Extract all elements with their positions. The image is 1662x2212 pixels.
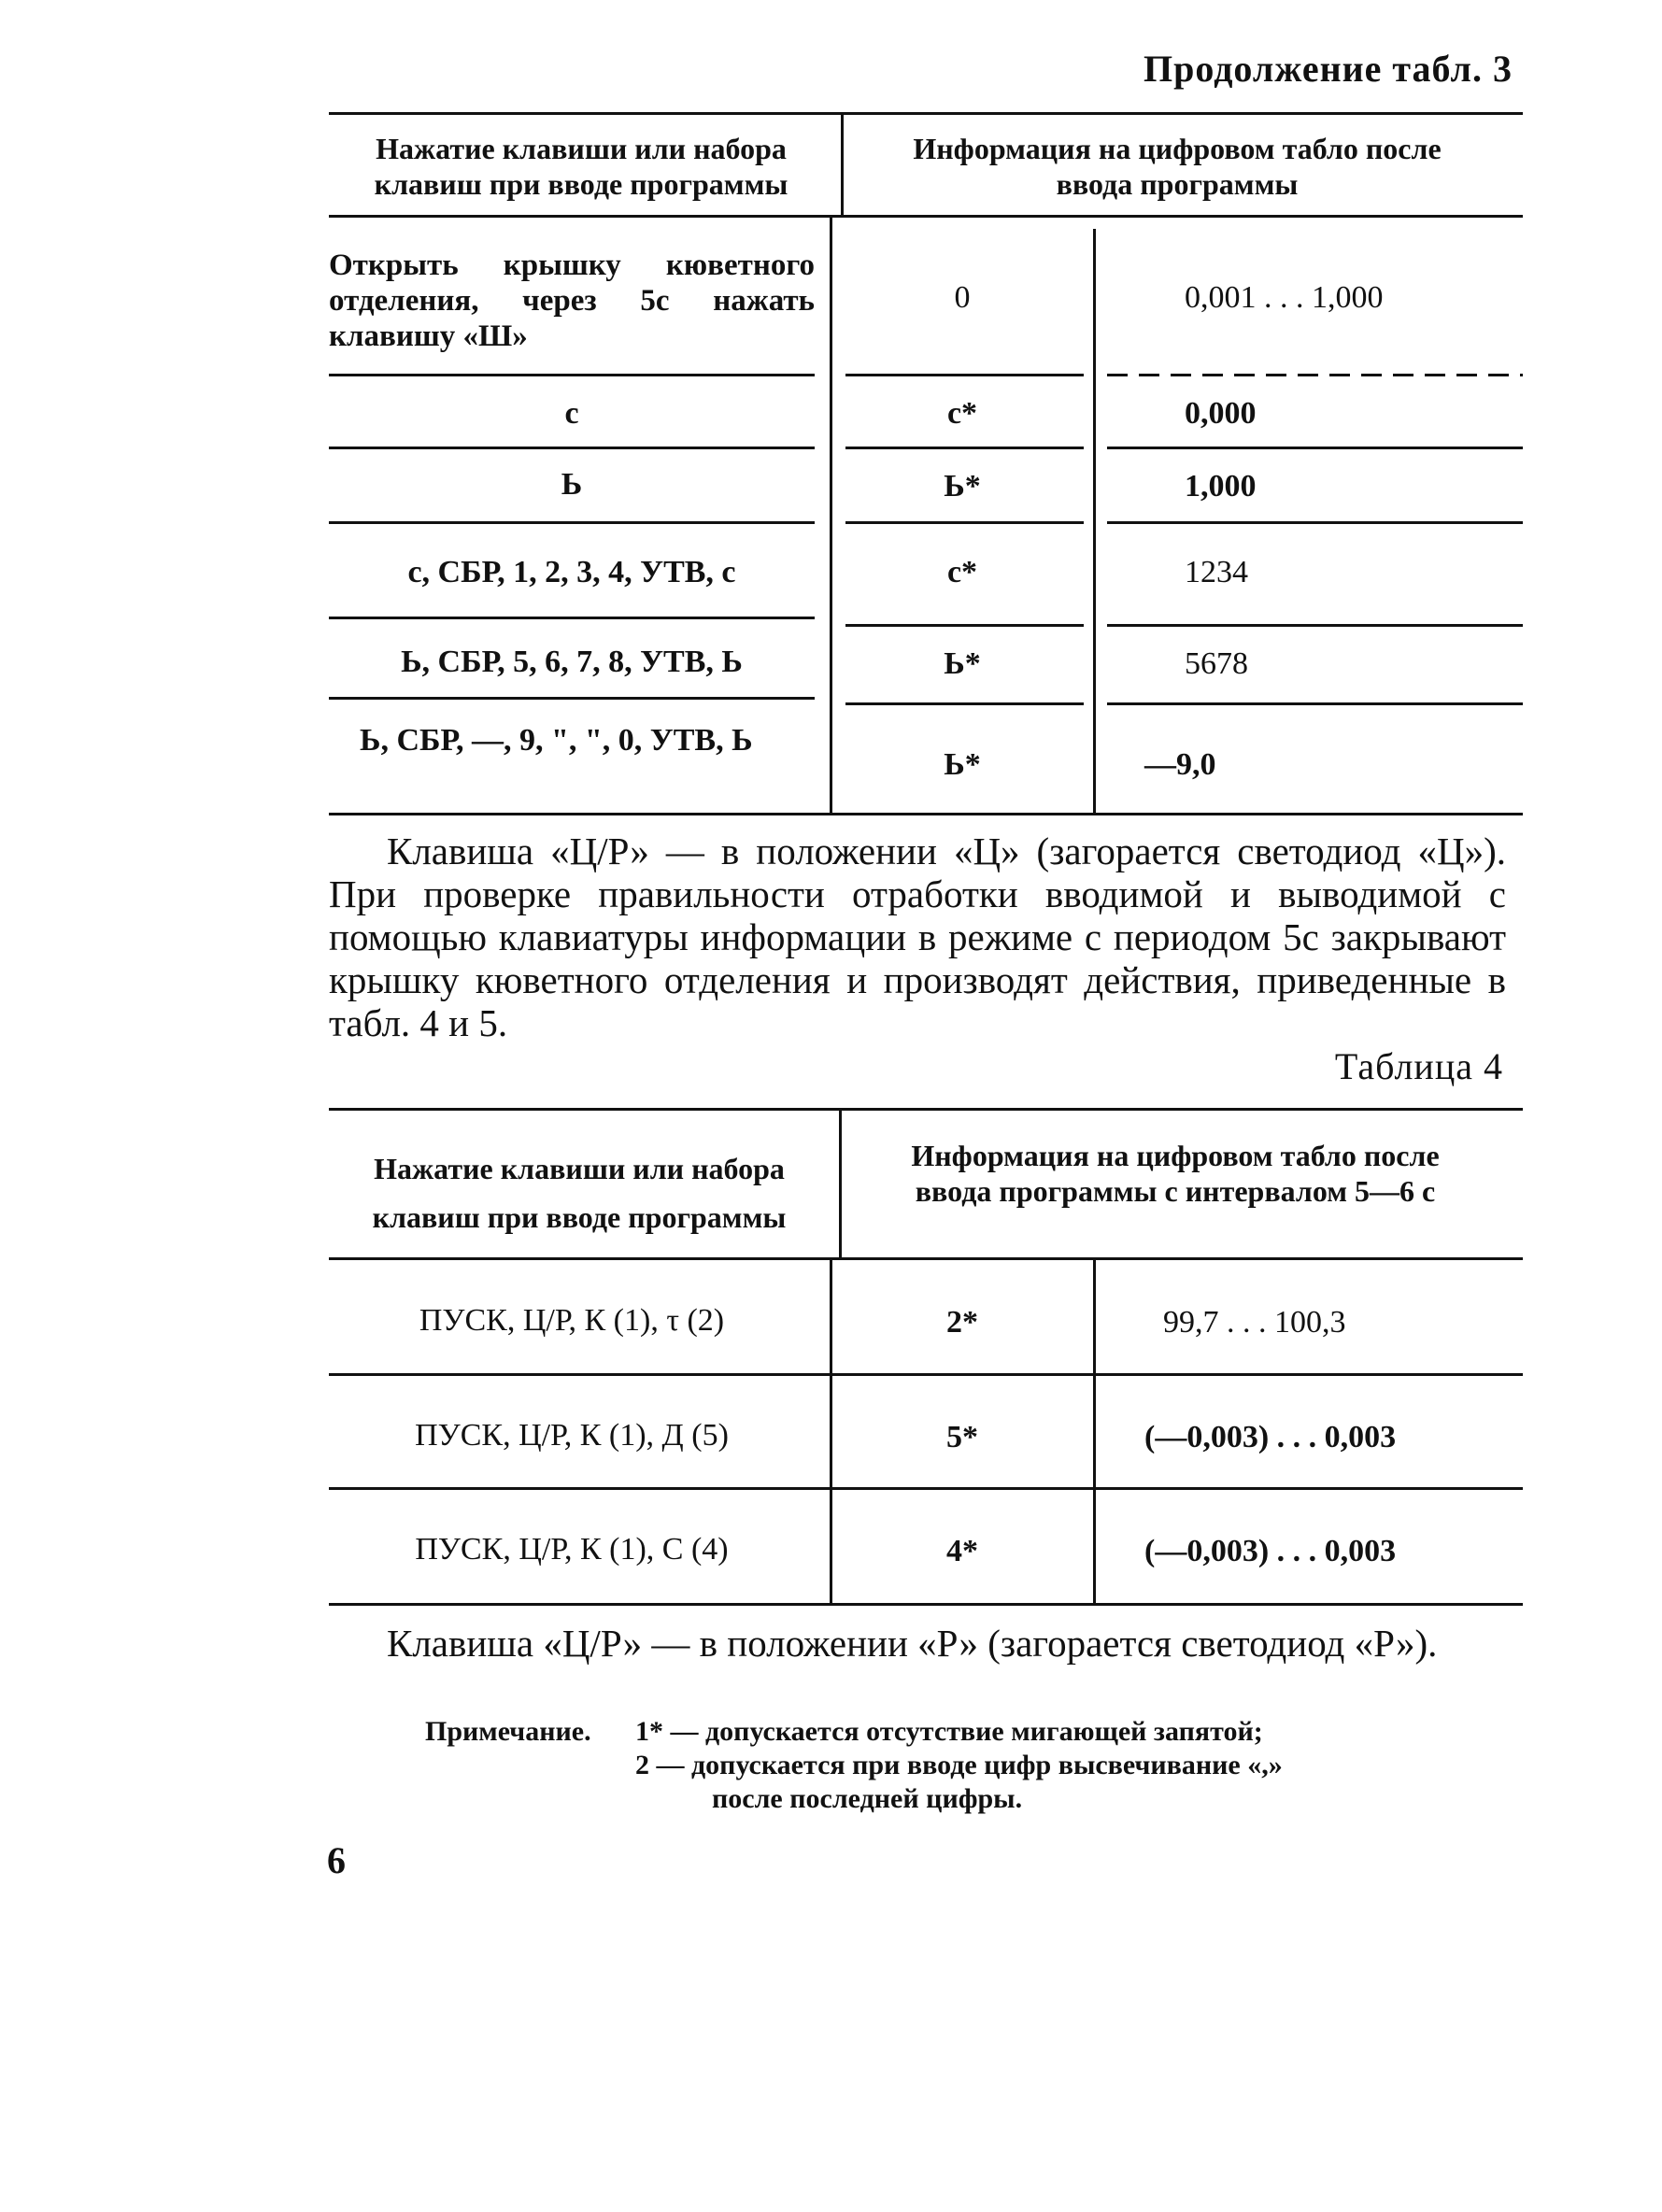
note-label: Примечание.: [425, 1716, 591, 1747]
table3-row4-mark: с*: [946, 555, 978, 589]
table4-row2-mark: 5*: [946, 1420, 978, 1454]
table3-row5-value: 5678: [1185, 646, 1248, 681]
page-number: 6: [327, 1839, 346, 1881]
table4-caption: Таблица 4: [1334, 1045, 1503, 1087]
table4-row1-mark: 2*: [946, 1305, 978, 1340]
table3-row1-key: Открыть крышку кюветного отделения, через 5с нажать клавишу «Ш»: [329, 248, 815, 353]
table3-row2-value: 0,000: [1185, 396, 1257, 431]
table3-col1-header: Нажатие клавиши или набора клавиш при вводе программы: [374, 132, 788, 201]
table3-row2-key: с: [564, 396, 579, 431]
note-line3: после последней цифры.: [712, 1783, 1023, 1814]
table4-col1-header: Нажатие клавиши или набора клавиш при вводе программы: [372, 1152, 787, 1234]
table3-row6-mark: Ь*: [944, 747, 981, 782]
table3-row1-value: 0,001 . . . 1,000: [1185, 280, 1384, 315]
table3-row4-key: с, СБР, 1, 2, 3, 4, УТВ, с: [407, 555, 736, 589]
table3-row3-mark: Ь*: [944, 469, 981, 503]
table4-col2-header: Информация на цифровом табло после ввода программы с интервалом 5—6 с: [911, 1139, 1440, 1208]
table4-row1-key: ПУСК, Ц/Р, К (1), τ (2): [419, 1303, 725, 1338]
table3-row3-value: 1,000: [1185, 469, 1257, 503]
table3-col2-header: Информация на цифровом табло после ввода программы: [913, 132, 1442, 201]
table3-row5-key: Ь, СБР, 5, 6, 7, 8, УТВ, Ь: [401, 645, 743, 679]
note-line2: 2 — допускается при вводе цифр высвечивание «,»: [635, 1750, 1283, 1780]
paragraph-cr-position-r: Клавиша «Ц/Р» — в положении «Р» (загорается светодиод «Р»).: [387, 1622, 1438, 1665]
table3-row5-mark: Ь*: [944, 646, 981, 681]
table4-row2-value: (—0,003) . . . 0,003: [1144, 1420, 1397, 1454]
table3-row6-value: —9,0: [1144, 747, 1216, 782]
paragraph-cr-position-c: Клавиша «Ц/Р» — в положении «Ц» (загорается светодиод «Ц»). При проверке правильности отработки вводимой и выводимой с помощью клавиатуры информации в режиме с периодом 5с закрывают крышку кюветного отделения и производят действия, приведенные в табл. 4 и 5.: [329, 830, 1506, 1044]
table4-row2-key: ПУСК, Ц/Р, К (1), Д (5): [415, 1418, 729, 1453]
table4-row1-value: 99,7 . . . 100,3: [1163, 1305, 1346, 1340]
table3-continuation-caption: Продолжение табл. 3: [1143, 48, 1513, 90]
table3-row4-value: 1234: [1185, 555, 1248, 589]
table4-row3-value: (—0,003) . . . 0,003: [1144, 1534, 1397, 1568]
table4-row3-mark: 4*: [946, 1534, 978, 1568]
table3-row6-key: Ь, СБР, —, 9, ", ", 0, УТВ, Ь: [360, 723, 753, 758]
table3-row2-mark: с*: [946, 396, 978, 431]
table4-row3-key: ПУСК, Ц/Р, К (1), С (4): [415, 1532, 729, 1567]
note-line1: 1* — допускается отсутствие мигающей запятой;: [635, 1716, 1263, 1747]
table3-row1-mark: 0: [954, 280, 971, 315]
table3-row3-key: Ь: [561, 467, 583, 502]
